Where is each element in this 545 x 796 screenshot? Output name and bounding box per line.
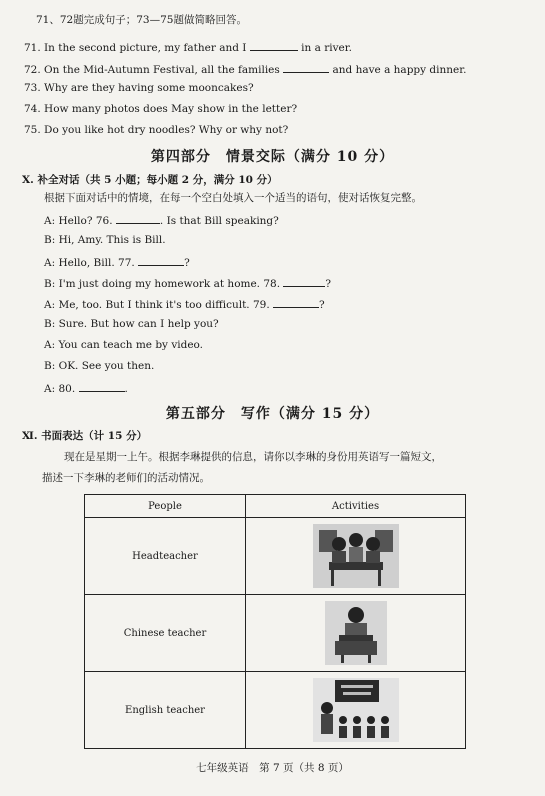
table-row — [85, 595, 466, 672]
activities-table — [84, 494, 466, 749]
question-74: 74. How many photos does May show in the letter? — [24, 103, 298, 115]
part4-section-heading: Ⅹ. 补全对话（共 5 小题；每小题 2 分，满分 10 分） — [22, 174, 278, 186]
dialogue-line-3: A: Hello, Bill. 77. ? — [44, 257, 190, 269]
activity-cell — [246, 518, 466, 595]
dialogue-line-9: A: 80. . — [44, 383, 128, 395]
part4-instruction: 根据下面对话中的情境，在每一个空白处填入一个适当的语句，使对话恢复完整。 — [44, 192, 422, 204]
question-73: 73. Why are they having some mooncakes? — [24, 82, 254, 94]
answer-blank-72[interactable] — [283, 62, 329, 73]
question-71: 71. In the second picture, my father and I in a river. — [24, 42, 352, 54]
table-header-row — [85, 495, 466, 518]
teachers-meeting-illustration — [313, 524, 399, 588]
dialogue-line-2: B: Hi, Amy. This is Bill. — [44, 234, 166, 246]
table-row — [85, 672, 466, 749]
part5-instruction-line2: 描述一下李琳的老师们的活动情况。 — [42, 472, 210, 484]
teacher-at-desk-illustration — [313, 601, 399, 665]
dialogue-line-1: A: Hello? 76. . Is that Bill speaking? — [44, 215, 279, 227]
answer-blank-78[interactable] — [283, 276, 325, 287]
part4-title: 第四部分 情景交际（满分 10 分） — [150, 149, 395, 165]
answer-blank-76[interactable] — [116, 213, 160, 224]
dialogue-line-4: B: I'm just doing my homework at home. 78. ? — [44, 278, 332, 290]
header-people: People — [85, 495, 246, 518]
answer-blank-79[interactable] — [273, 297, 319, 308]
dialogue-line-6: B: Sure. But how can I help you? — [44, 318, 219, 330]
question-75: 75. Do you like hot dry noodles? Why or why not? — [24, 124, 289, 136]
intro-note: 71、72题完成句子；73—75题做简略回答。 — [36, 14, 247, 26]
activity-cell — [246, 672, 466, 749]
part5-instruction-line1: 现在是星期一上午。根据李琳提供的信息，请你以李琳的身份用英语写一篇短文， — [64, 451, 442, 463]
answer-blank-80[interactable] — [79, 381, 125, 392]
answer-blank-77[interactable] — [138, 255, 184, 266]
part5-title: 第五部分 写作（满分 15 分） — [165, 406, 380, 422]
activity-cell — [246, 595, 466, 672]
dialogue-line-5: A: Me, too. But I think it's too difficult. 79. ? — [44, 299, 325, 311]
header-activities: Activities — [246, 495, 466, 518]
dialogue-line-7: A: You can teach me by video. — [44, 339, 204, 351]
answer-blank-71[interactable] — [250, 40, 298, 51]
page-footer: 七年级英语 第 7 页（共 8 页） — [196, 762, 349, 774]
part5-section-heading: Ⅺ. 书面表达（计 15 分） — [22, 430, 148, 442]
person-cell: Chinese teacher — [85, 595, 246, 672]
table-row — [85, 518, 466, 595]
dialogue-line-8: B: OK. See you then. — [44, 360, 155, 372]
person-cell: Headteacher — [85, 518, 246, 595]
classroom-blackboard-illustration — [313, 678, 399, 742]
question-72: 72. On the Mid-Autumn Festival, all the families and have a happy dinner. — [24, 64, 467, 76]
person-cell: English teacher — [85, 672, 246, 749]
